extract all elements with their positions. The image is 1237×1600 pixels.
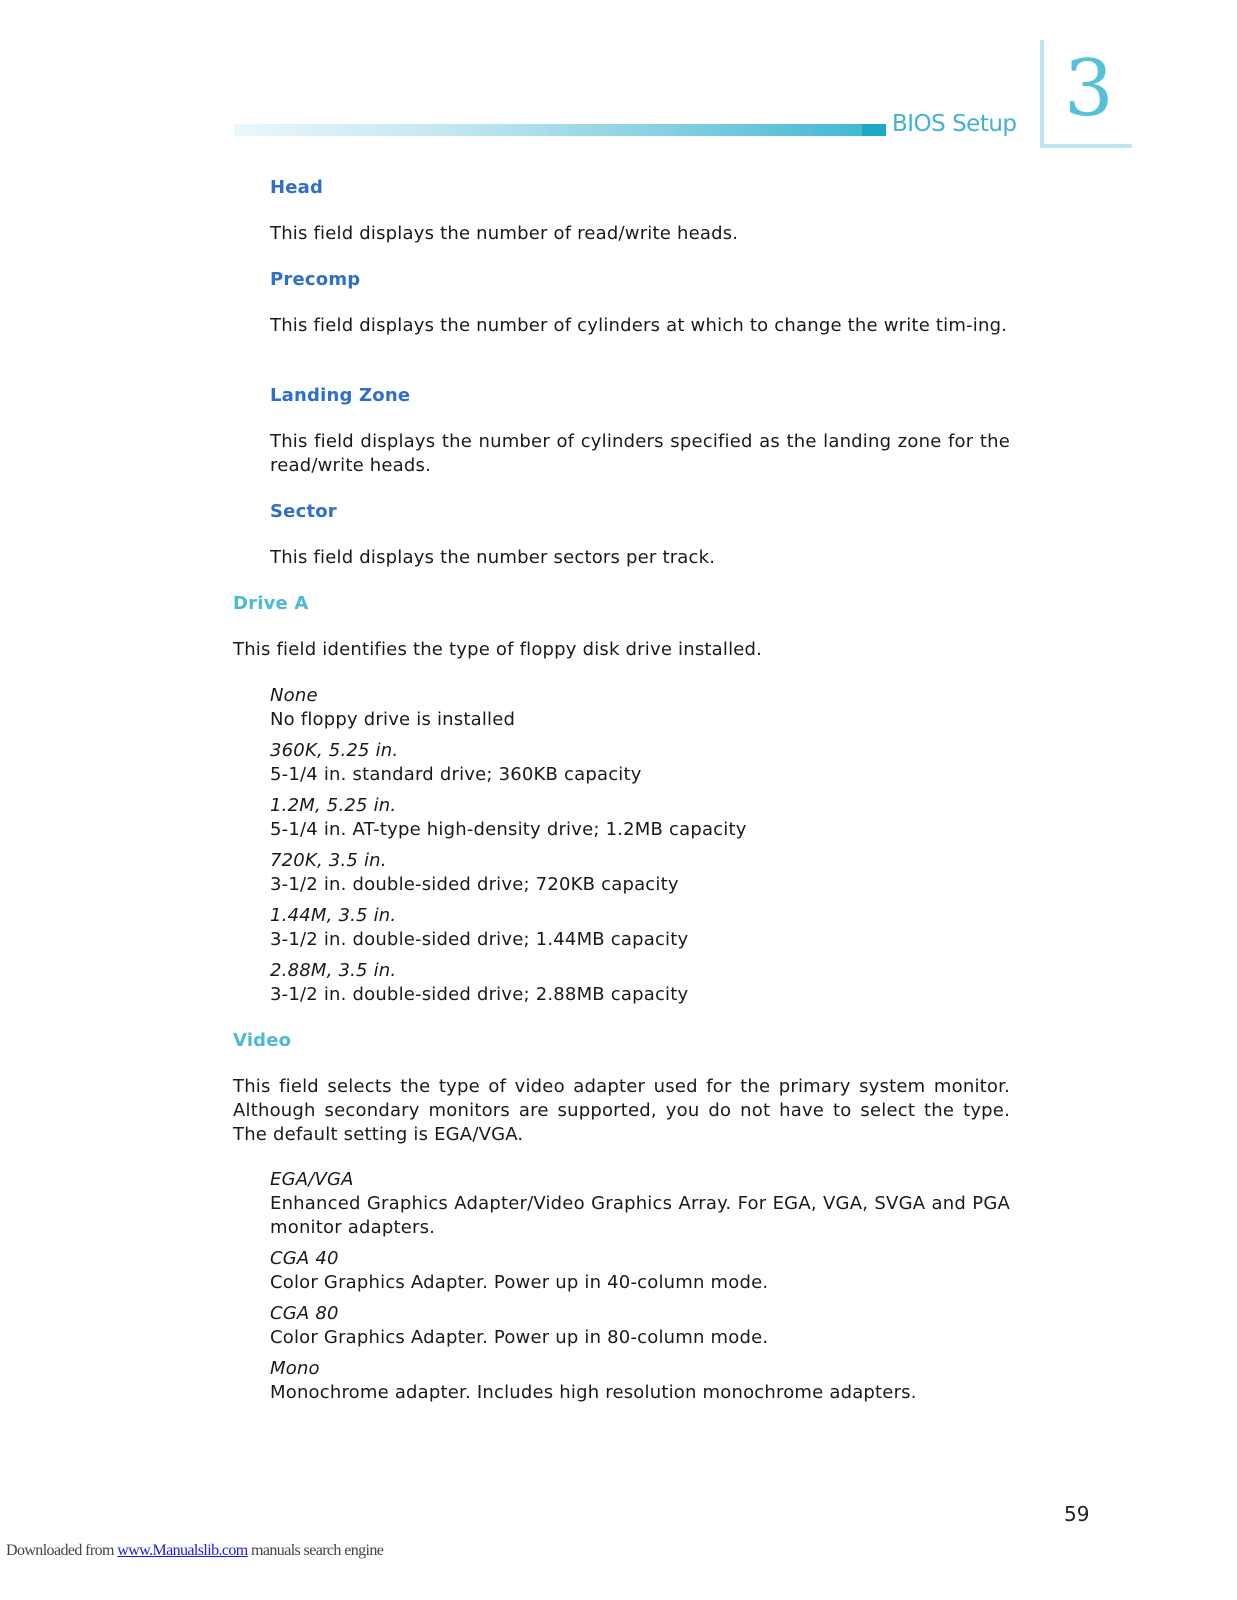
drive-a-option-name: 1.2M, 5.25 in. (270, 795, 397, 816)
drive-a-option-desc: 3-1/2 in. double-sided drive; 1.44MB capacity (270, 929, 689, 950)
sector-heading: Sector (270, 501, 337, 522)
download-footer (6, 1542, 383, 1560)
head-description: This field displays the number of read/write heads. (270, 223, 739, 244)
drive-a-option-name: 1.44M, 3.5 in. (270, 905, 397, 926)
drive-a-option-desc: 5-1/4 in. AT-type high-density drive; 1.2MB capacity (270, 819, 747, 840)
manualslib-link[interactable]: www.Manualslib.com (117, 1542, 248, 1559)
chapter-tab-vertical-line (1040, 40, 1044, 148)
drive-a-option-name: 2.88M, 3.5 in. (270, 960, 397, 981)
video-option-desc: Enhanced Graphics Adapter/Video Graphics Array. For EGA, VGA, SVGA and PGA monitor adapters. (270, 1193, 1010, 1238)
video-option-name: Mono (270, 1358, 320, 1379)
chapter-number: 3 (1064, 44, 1114, 134)
header-bar-cap (862, 124, 886, 136)
video-option-desc: Monochrome adapter. Includes high resolution monochrome adapters. (270, 1382, 917, 1403)
drive-a-option-desc: 3-1/2 in. double-sided drive; 720KB capacity (270, 874, 679, 895)
drive-a-option-name: None (270, 685, 318, 706)
header-bar (234, 124, 886, 136)
head-heading: Head (270, 177, 324, 198)
chapter-tab (1040, 40, 1132, 148)
drive-a-heading: Drive A (233, 593, 309, 614)
drive-a-option-name: 360K, 5.25 in. (270, 740, 399, 761)
video-heading: Video (233, 1030, 292, 1051)
precomp-heading: Precomp (270, 269, 361, 290)
drive-a-description: This field identifies the type of floppy disk drive installed. (233, 639, 763, 660)
drive-a-option-desc: 3-1/2 in. double-sided drive; 2.88MB capacity (270, 984, 689, 1005)
section-title: BIOS Setup (892, 111, 1017, 137)
video-option-desc: Color Graphics Adapter. Power up in 40-column mode. (270, 1272, 769, 1293)
video-option-name: CGA 40 (270, 1248, 339, 1269)
sector-description: This field displays the number sectors per track. (270, 547, 716, 568)
drive-a-option-desc: No floppy drive is installed (270, 709, 516, 730)
footer-prefix: Downloaded from (6, 1542, 118, 1559)
page-number: 59 (1064, 1502, 1090, 1526)
video-option-name: EGA/VGA (270, 1169, 354, 1190)
chapter-tab-horizontal-line (1040, 144, 1132, 148)
drive-a-option-desc: 5-1/4 in. standard drive; 360KB capacity (270, 764, 642, 785)
drive-a-option-name: 720K, 3.5 in. (270, 850, 387, 871)
footer-suffix: manuals search engine (247, 1542, 384, 1559)
video-option-name: CGA 80 (270, 1303, 339, 1324)
video-option-desc: Color Graphics Adapter. Power up in 80-column mode. (270, 1327, 769, 1348)
video-description: This field selects the type of video adapter used for the primary system monitor. Although secondary monitors are supported, you do not have to select the type. The default setting is EGA/VGA. (233, 1076, 1010, 1145)
landing-zone-heading: Landing Zone (270, 385, 411, 406)
precomp-description: This field displays the number of cylinders at which to change the write tim-ing. (270, 315, 1008, 336)
landing-zone-description: This field displays the number of cylinders specified as the landing zone for the read/write heads. (270, 431, 1010, 476)
